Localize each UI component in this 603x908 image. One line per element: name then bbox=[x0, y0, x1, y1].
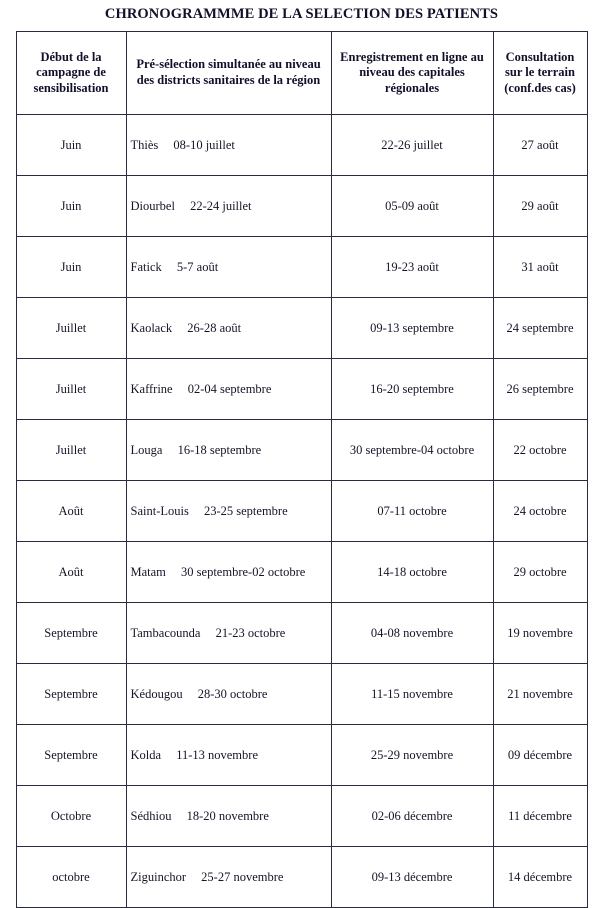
cell-location: Kaolack bbox=[130, 320, 173, 335]
cell-preselection-dates: 25-27 novembre bbox=[201, 869, 284, 884]
cell-registration: 05-09 août bbox=[331, 176, 493, 237]
cell-start: Août bbox=[16, 542, 126, 603]
cell-preselection-dates: 21-23 octobre bbox=[215, 625, 286, 640]
table-row bbox=[16, 481, 587, 542]
table-header-row bbox=[16, 32, 587, 115]
cell-consultation: 09 décembre bbox=[493, 725, 587, 786]
cell-location: Matam bbox=[130, 564, 166, 579]
cell-preselection bbox=[126, 115, 331, 176]
cell-preselection-dates: 22-24 juillet bbox=[190, 198, 252, 213]
cell-location: Diourbel bbox=[130, 198, 175, 213]
cell-preselection bbox=[126, 481, 331, 542]
cell-registration: 07-11 octobre bbox=[331, 481, 493, 542]
cell-preselection-dates: 5-7 août bbox=[176, 259, 219, 274]
cell-start: Août bbox=[16, 481, 126, 542]
cell-location: Louga bbox=[130, 442, 163, 457]
table-header bbox=[16, 32, 587, 115]
cell-location: Kédougou bbox=[130, 686, 183, 701]
cell-start: Juin bbox=[16, 115, 126, 176]
cell-start: Septembre bbox=[16, 603, 126, 664]
table-row bbox=[16, 237, 587, 298]
cell-preselection-dates: 26-28 août bbox=[187, 320, 242, 335]
cell-consultation: 26 septembre bbox=[493, 359, 587, 420]
cell-consultation: 14 décembre bbox=[493, 847, 587, 908]
table-row bbox=[16, 542, 587, 603]
cell-start: Septembre bbox=[16, 725, 126, 786]
cell-location: Ziguinchor bbox=[130, 869, 187, 884]
cell-registration: 09-13 septembre bbox=[331, 298, 493, 359]
cell-preselection-dates: 23-25 septembre bbox=[203, 503, 288, 518]
cell-consultation: 19 novembre bbox=[493, 603, 587, 664]
cell-consultation: 27 août bbox=[493, 115, 587, 176]
table-row bbox=[16, 847, 587, 908]
cell-start: Juillet bbox=[16, 359, 126, 420]
cell-location: Fatick bbox=[130, 259, 162, 274]
column-header-start: Début de la campagne de sensibilisation bbox=[16, 32, 126, 115]
cell-start: Juillet bbox=[16, 298, 126, 359]
cell-location: Kaffrine bbox=[130, 381, 173, 396]
cell-consultation: 22 octobre bbox=[493, 420, 587, 481]
table-row bbox=[16, 420, 587, 481]
column-header-preselection: Pré-sélection simultanée au niveau des districts sanitaires de la région bbox=[126, 32, 331, 115]
table-row bbox=[16, 298, 587, 359]
cell-preselection bbox=[126, 847, 331, 908]
cell-preselection bbox=[126, 420, 331, 481]
cell-start: Juin bbox=[16, 176, 126, 237]
cell-preselection bbox=[126, 786, 331, 847]
table-row bbox=[16, 603, 587, 664]
cell-location: Sédhiou bbox=[130, 808, 172, 823]
cell-preselection-dates: 28-30 octobre bbox=[197, 686, 268, 701]
cell-preselection bbox=[126, 664, 331, 725]
cell-registration: 22-26 juillet bbox=[331, 115, 493, 176]
cell-start: Juillet bbox=[16, 420, 126, 481]
cell-registration: 25-29 novembre bbox=[331, 725, 493, 786]
cell-start: Septembre bbox=[16, 664, 126, 725]
table-body bbox=[16, 115, 587, 908]
cell-preselection bbox=[126, 725, 331, 786]
table-row bbox=[16, 664, 587, 725]
cell-consultation: 29 octobre bbox=[493, 542, 587, 603]
cell-consultation: 29 août bbox=[493, 176, 587, 237]
cell-preselection bbox=[126, 603, 331, 664]
cell-preselection bbox=[126, 359, 331, 420]
cell-registration: 16-20 septembre bbox=[331, 359, 493, 420]
cell-consultation: 31 août bbox=[493, 237, 587, 298]
cell-registration: 02-06 décembre bbox=[331, 786, 493, 847]
cell-preselection-dates: 18-20 novembre bbox=[186, 808, 269, 823]
cell-consultation: 24 septembre bbox=[493, 298, 587, 359]
cell-preselection-dates: 30 septembre-02 octobre bbox=[181, 564, 306, 579]
cell-preselection-dates: 02-04 septembre bbox=[187, 381, 272, 396]
cell-start: octobre bbox=[16, 847, 126, 908]
cell-registration: 19-23 août bbox=[331, 237, 493, 298]
cell-consultation: 11 décembre bbox=[493, 786, 587, 847]
column-header-consultation: Consultation sur le terrain (conf.des cas) bbox=[493, 32, 587, 115]
table-row bbox=[16, 176, 587, 237]
cell-location: Tambacounda bbox=[130, 625, 201, 640]
cell-location: Kolda bbox=[130, 747, 162, 762]
page-title: CHRONOGRAMMME DE LA SELECTION DES PATIENTS bbox=[104, 6, 499, 22]
cell-preselection bbox=[126, 298, 331, 359]
cell-registration: 11-15 novembre bbox=[331, 664, 493, 725]
cell-preselection-dates: 11-13 novembre bbox=[176, 747, 258, 762]
table-row bbox=[16, 786, 587, 847]
cell-preselection-dates: 16-18 septembre bbox=[177, 442, 262, 457]
cell-start: Juin bbox=[16, 237, 126, 298]
cell-preselection-dates: 08-10 juillet bbox=[173, 137, 235, 152]
cell-registration: 30 septembre-04 octobre bbox=[331, 420, 493, 481]
table-row bbox=[16, 115, 587, 176]
schedule-table bbox=[16, 31, 588, 908]
cell-location: Saint-Louis bbox=[130, 503, 189, 518]
cell-registration: 14-18 octobre bbox=[331, 542, 493, 603]
cell-preselection bbox=[126, 542, 331, 603]
cell-consultation: 21 novembre bbox=[493, 664, 587, 725]
cell-preselection bbox=[126, 237, 331, 298]
cell-registration: 09-13 décembre bbox=[331, 847, 493, 908]
table-row bbox=[16, 725, 587, 786]
cell-start: Octobre bbox=[16, 786, 126, 847]
cell-location: Thiès bbox=[130, 137, 159, 152]
cell-preselection bbox=[126, 176, 331, 237]
cell-consultation: 24 octobre bbox=[493, 481, 587, 542]
cell-registration: 04-08 novembre bbox=[331, 603, 493, 664]
column-header-registration: Enregistrement en ligne au niveau des capitales régionales bbox=[331, 32, 493, 115]
table-row bbox=[16, 359, 587, 420]
